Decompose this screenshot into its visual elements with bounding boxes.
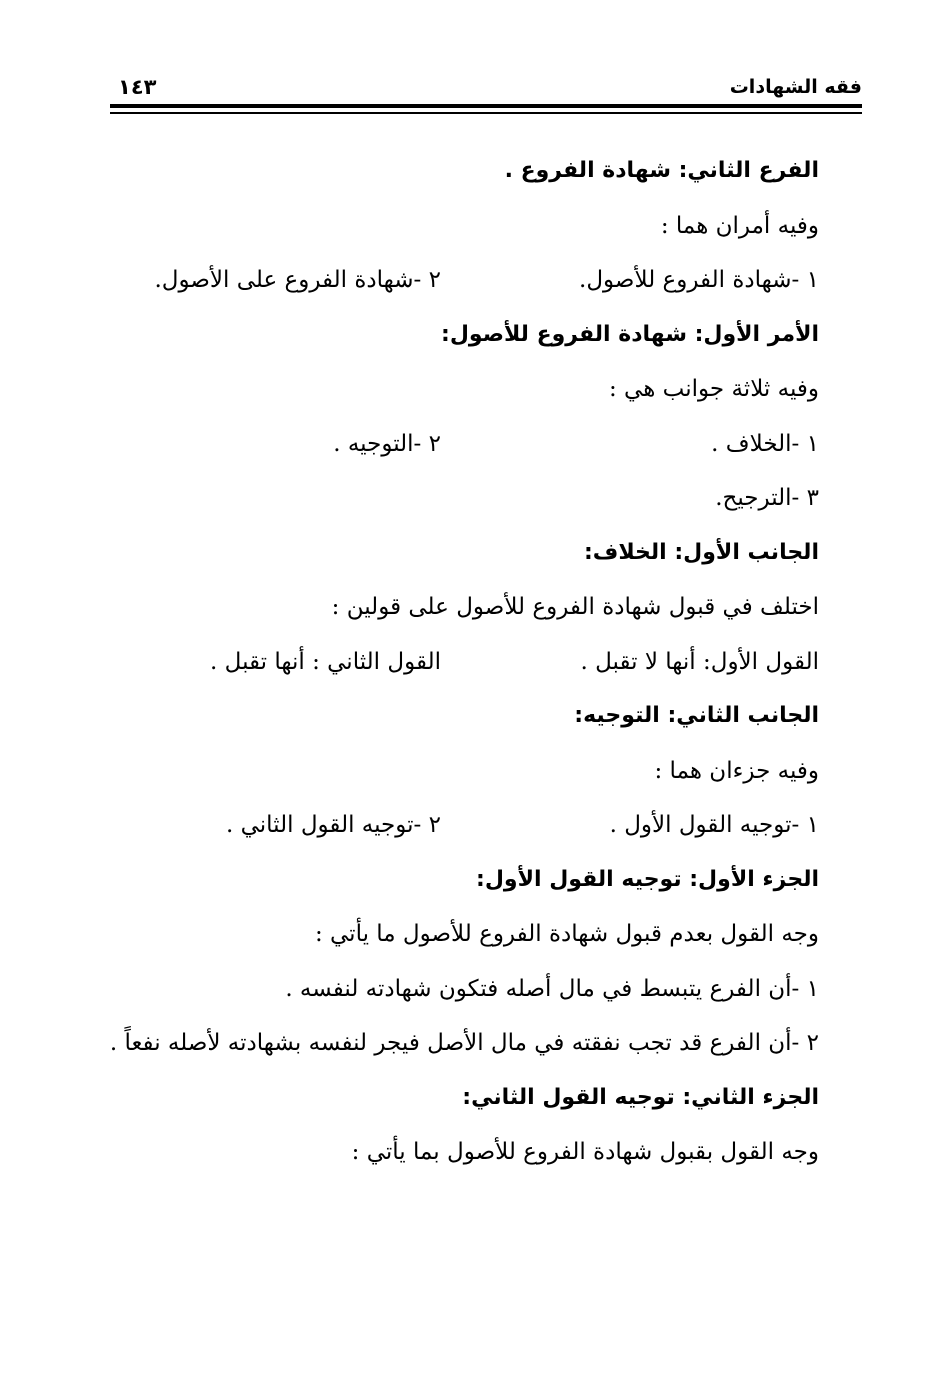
- list-item: ١ -أن الفرع يتبسط في مال أصله فتكون شهادته لنفسه .: [285, 975, 819, 1002]
- paragraph-line: اختلف في قبول شهادة الفروع للأصول على قولين :: [331, 594, 819, 620]
- section-heading: الجانب الثاني: التوجيه:: [574, 703, 819, 728]
- section-heading: الأمر الأول: شهادة الفروع للأصول:: [441, 321, 819, 347]
- page-body: [109, 144, 819, 1180]
- list-item: ١ -شهادة الفروع للأصول.: [579, 267, 819, 293]
- paragraph-line: وفيه ثلاثة جوانب هي :: [609, 376, 819, 402]
- list-item: القول الأول: أنها لا تقبل .: [580, 648, 819, 675]
- section-heading: الجزء الثاني: توجيه القول الثاني:: [462, 1084, 819, 1110]
- header-rule-thick: [110, 104, 862, 108]
- two-column-list: [109, 798, 819, 853]
- list-item: ١ -توجيه القول الأول .: [609, 812, 819, 838]
- list-item: ٣ -الترجيح.: [715, 485, 819, 511]
- page-number: ١٤٣: [118, 75, 157, 99]
- paragraph-line: وجه القول بعدم قبول شهادة الفروع للأصول ما يأتي :: [314, 921, 819, 947]
- section-heading: الجانب الأول: الخلاف:: [584, 539, 819, 565]
- section-heading: الفرع الثاني: شهادة الفروع .: [504, 158, 819, 183]
- list-item: ٢ -أن الفرع قد تجب نفقته في مال الأصل فيجر لنفسه بشهادته لأصله نفعاً .: [109, 1030, 819, 1056]
- list-item: ٢ -شهادة الفروع على الأصول.: [154, 267, 441, 293]
- paragraph-line: وفيه جزءان هما :: [654, 757, 819, 784]
- paragraph-line: وجه القول بقبول شهادة الفروع للأصول بما يأتي :: [351, 1139, 819, 1165]
- two-column-list: [109, 253, 819, 308]
- two-column-list: [109, 417, 819, 472]
- section-heading: الجزء الأول: توجيه القول الأول:: [476, 866, 819, 892]
- list-item: ٢ -التوجيه .: [333, 430, 441, 457]
- list-item: ١ -الخلاف .: [711, 430, 819, 457]
- header-rule-thin: [110, 112, 862, 114]
- list-item: ٢ -توجيه القول الثاني .: [225, 812, 441, 838]
- two-column-list: [109, 635, 819, 690]
- list-item: القول الثاني : أنها تقبل .: [210, 648, 441, 675]
- paragraph-line: وفيه أمران هما :: [660, 212, 819, 239]
- running-header-title: فقه الشهادات: [729, 76, 862, 98]
